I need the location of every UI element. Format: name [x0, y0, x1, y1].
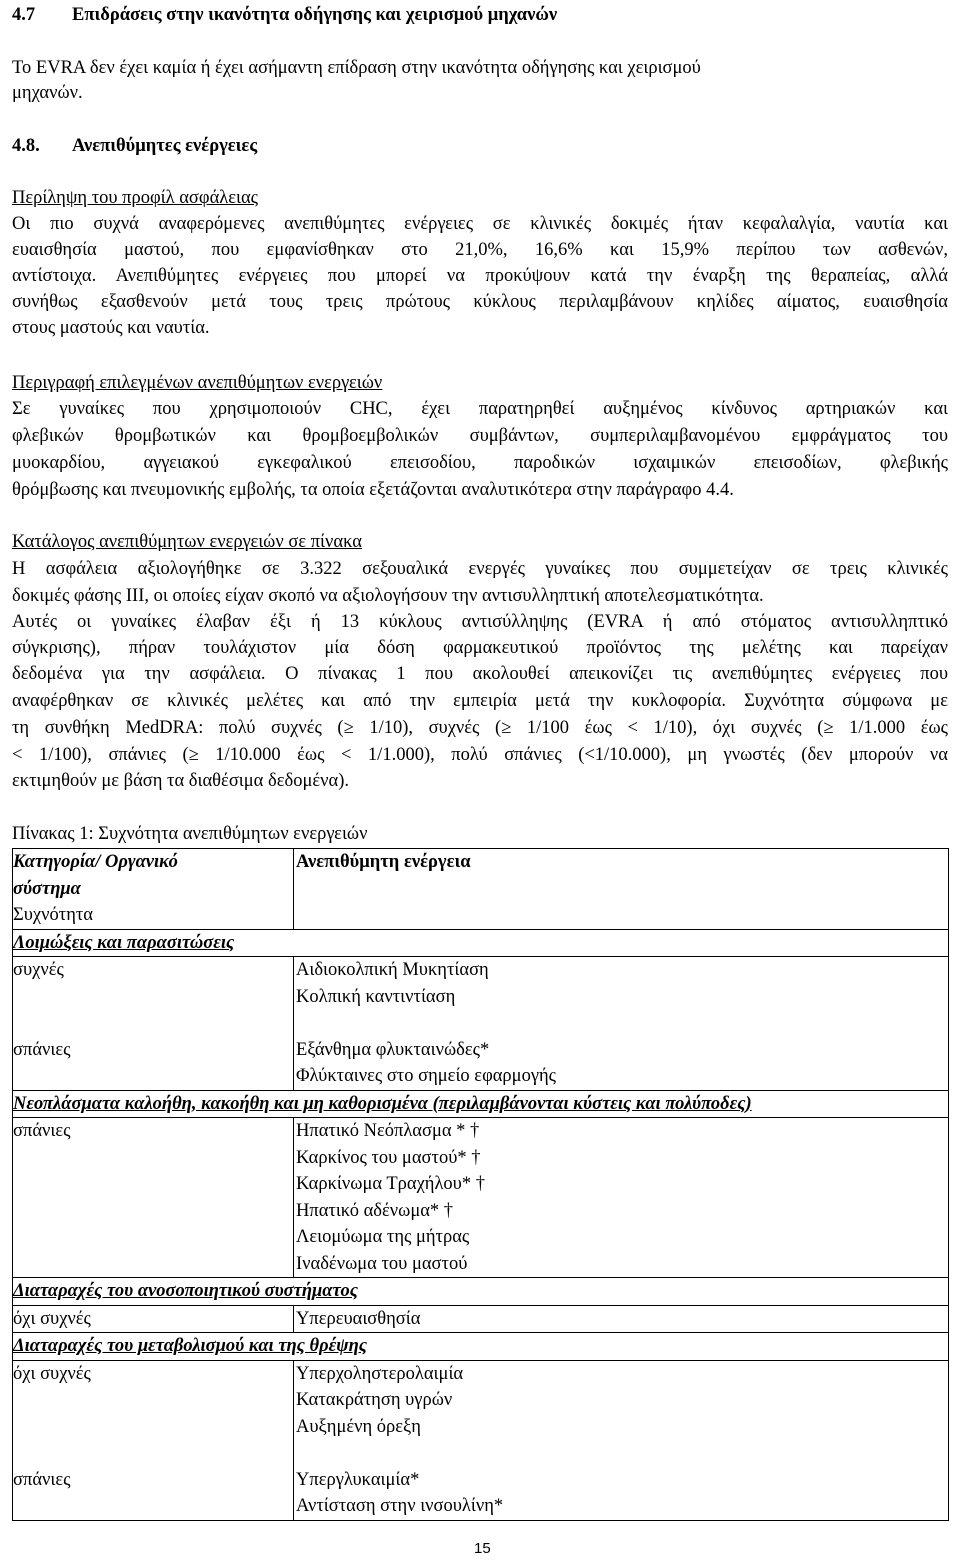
frequency-label: όχι συχνές [13, 1363, 91, 1384]
category-cell [13, 1090, 949, 1118]
reaction-item: Κολπική καντιντίαση [296, 986, 456, 1007]
category-neoplasms: Νεοπλάσματα καλοήθη, κακοήθη και μη καθορισμένα (περιλαμβάνονται κύστεις και πολύποδες) [13, 1093, 752, 1114]
paragraph-line: Αυτές οι γυναίκες έλαβαν έξι ή 13 κύκλους αντισύλληψης (EVRA ή από στόματος αντισυλληπτικό [12, 612, 948, 632]
reaction-item: Αντίσταση στην ινσουλίνη* [296, 1496, 504, 1516]
reaction-item: Ηπατικό Νεόπλασμα * † [296, 1121, 480, 1141]
paragraph-line: Η ασφάλεια αξιολογήθηκε σε 3.322 σεξουαλικά ενεργές γυναίκες που συμμετείχαν σε τρεις κλινικές [12, 559, 948, 579]
paragraph-line: στους μαστούς και ναυτία. [12, 318, 210, 338]
category-cell [13, 1278, 949, 1306]
header-reaction: Ανεπιθύμητη ενέργεια [296, 852, 471, 872]
reaction-item: Υπερχοληστερολαιμία [296, 1363, 464, 1384]
table-row [13, 957, 949, 1091]
category-row [13, 1090, 949, 1118]
reaction-cell [294, 957, 949, 1091]
reaction-item: Αυξημένη όρεξη [296, 1416, 421, 1437]
frequency-cell [13, 1305, 294, 1333]
category-cell [13, 929, 949, 957]
subheading-selected-reactions: Περιγραφή επιλεγμένων ανεπιθύμητων ενεργειών [12, 373, 383, 393]
reaction-item: Υπεργλυκαιμία* [296, 1469, 420, 1490]
reaction-cell [294, 1305, 949, 1333]
section-4-8-heading [12, 133, 258, 159]
frequency-cell [13, 957, 294, 1091]
reaction-item: Καρκίνωμα Τραχήλου* † [296, 1174, 485, 1194]
section-title: Επιδράσεις στην ικανότητα οδήγησης και χειρισμού μηχανών [72, 5, 558, 25]
paragraph-line: σύγκρισης), πήραν τουλάχιστον μία δόση φαρμακευτικού προϊόντος της μελέτης και παρείχαν [12, 638, 948, 658]
header-reaction-cell [294, 849, 949, 930]
frequency-label: συχνές [13, 960, 64, 980]
paragraph-line: Σε γυναίκες που χρησιμοποιούν CHC, έχει παρατηρηθεί αυξημένος κίνδυνος αρτηριακών και [12, 399, 948, 419]
frequency-cell [13, 1360, 294, 1520]
reaction-item: Ιναδένωμα του μαστού [296, 1253, 468, 1274]
table-caption: Πίνακας 1: Συχνότητα ανεπιθύμητων ενεργειών [12, 824, 368, 844]
section-4-7-heading [12, 2, 558, 28]
paragraph-line: θρόμβωσης και πνευμονικής εμβολής, τα οποία εξετάζονται αναλυτικότερα στην παράγραφο 4.4. [12, 480, 734, 500]
reaction-item: Υπερευαισθησία [296, 1308, 421, 1329]
paragraph-line: μυοκαρδίου, αγγειακού εγκεφαλικού επεισοδίου, παροδικών ισχαιμικών επεισοδίων, φλεβικής [12, 453, 948, 473]
paragraph-line: αναφέρθηκαν σε κλινικές μελέτες και από την εμπειρία μετά την κυκλοφορία. Συχνότητα σύμφωνα με [12, 691, 948, 711]
paragraph-line: εκτιμηθούν με βάση τα διαθέσιμα δεδομένα). [12, 771, 349, 791]
table-row [13, 1360, 949, 1520]
paragraph-line: μηχανών. [12, 83, 83, 103]
section-number: 4.8. [12, 136, 40, 156]
reaction-cell [294, 1360, 949, 1520]
reaction-cell [294, 1118, 949, 1278]
reaction-item: Καρκίνος του μαστού* † [296, 1147, 481, 1168]
subheading-safety-profile: Περίληψη του προφίλ ασφάλειας [12, 188, 259, 208]
paragraph-line: φλεβικών θρομβωτικών και θρομβοεμβολικών συμβάντων, συμπεριλαμβανομένου εμφράγματος του [12, 426, 948, 446]
category-immune: Διαταραχές του ανοσοποιητικού συστήματος [13, 1281, 358, 1301]
reaction-item: Ηπατικό αδένωμα* † [296, 1200, 454, 1221]
reaction-item: Εξάνθημα φλυκταινώδες* [296, 1039, 490, 1060]
paragraph-line: συνήθως εξασθενούν μετά τους τρεις πρώτους κύκλους περιλαμβάνουν κηλίδες αίματος, ευαισθησία [12, 292, 948, 312]
section-number: 4.7 [12, 5, 36, 25]
header-organ-class-line1: Κατηγορία/ Οργανικό [13, 852, 178, 872]
page-number: 15 [474, 1540, 491, 1557]
header-frequency: Συχνότητα [13, 905, 93, 925]
subheading-tabulated-list: Κατάλογος ανεπιθύμητων ενεργειών σε πίνακα [12, 532, 362, 552]
paragraph-line: τη συνθήκη MedDRA: πολύ συχνές (≥ 1/10), συχνές (≥ 1/100 έως < 1/10), όχι συχνές (≥ 1/1.000 έως [12, 718, 948, 738]
category-row [13, 1333, 949, 1361]
header-organ-class-line2: σύστημα [13, 878, 81, 899]
category-row [13, 929, 949, 957]
paragraph-line: ευαισθησία μαστού, που εμφανίσθηκαν στο 21,0%, 16,6% και 15,9% περίπου των ασθενών, [12, 240, 948, 260]
table-row [13, 1118, 949, 1278]
frequency-cell [13, 1118, 294, 1278]
table-header-row [13, 849, 949, 930]
frequency-label: όχι συχνές [13, 1308, 91, 1329]
frequency-label: σπάνιες [13, 1039, 71, 1060]
paragraph-line: δοκιμές φάσης ΙΙΙ, οι οποίες είχαν σκοπό να αξιολογήσουν την αντισυλληπτική αποτελεσματικότητα. [12, 586, 764, 606]
table-row [13, 1305, 949, 1333]
category-cell [13, 1333, 949, 1361]
reaction-item: Λειομύωμα της μήτρας [296, 1227, 470, 1247]
reaction-item: Αιδιοκολπική Μυκητίαση [296, 960, 489, 980]
paragraph-line: αντίστοιχα. Ανεπιθύμητες ενέργειες που μπορεί να προκύψουν κατά την έναρξη της θεραπείας, αλλά [12, 266, 948, 286]
paragraph-line: Το EVRA δεν έχει καμία ή έχει ασήμαντη επίδραση στην ικανότητα οδήγησης και χειρισμού [12, 58, 701, 78]
frequency-label: σπάνιες [13, 1121, 71, 1141]
section-title: Ανεπιθύμητες ενέργειες [72, 136, 258, 156]
header-organ-class-cell [13, 849, 294, 930]
paragraph-line: δεδομένα για την ασφάλεια. Ο πίνακας 1 που ακολουθεί απεικονίζει τις ανεπιθύμητες ενέργειες που [12, 664, 948, 684]
adverse-reactions-table [12, 848, 949, 1521]
category-infections: Λοιμώξεις και παρασιτώσεις [13, 932, 235, 953]
category-row [13, 1278, 949, 1306]
frequency-label: σπάνιες [13, 1469, 71, 1490]
paragraph-line: Οι πιο συχνά αναφερόμενες ανεπιθύμητες ενέργειες σε κλινικές δοκιμές ήταν κεφαλαλγία, ναυτία και [12, 214, 948, 234]
category-metabolism: Διαταραχές του μεταβολισμού και της θρέψης [13, 1336, 368, 1356]
reaction-item: Φλύκταινες στο σημείο εφαρμογής [296, 1066, 557, 1086]
reaction-item: Κατακράτηση υγρών [296, 1390, 453, 1410]
paragraph-line: < 1/100), σπάνιες (≥ 1/10.000 έως < 1/1.000), πολύ σπάνιες (<1/10.000), μη γνωστές (δεν μπορούν να [12, 745, 948, 765]
